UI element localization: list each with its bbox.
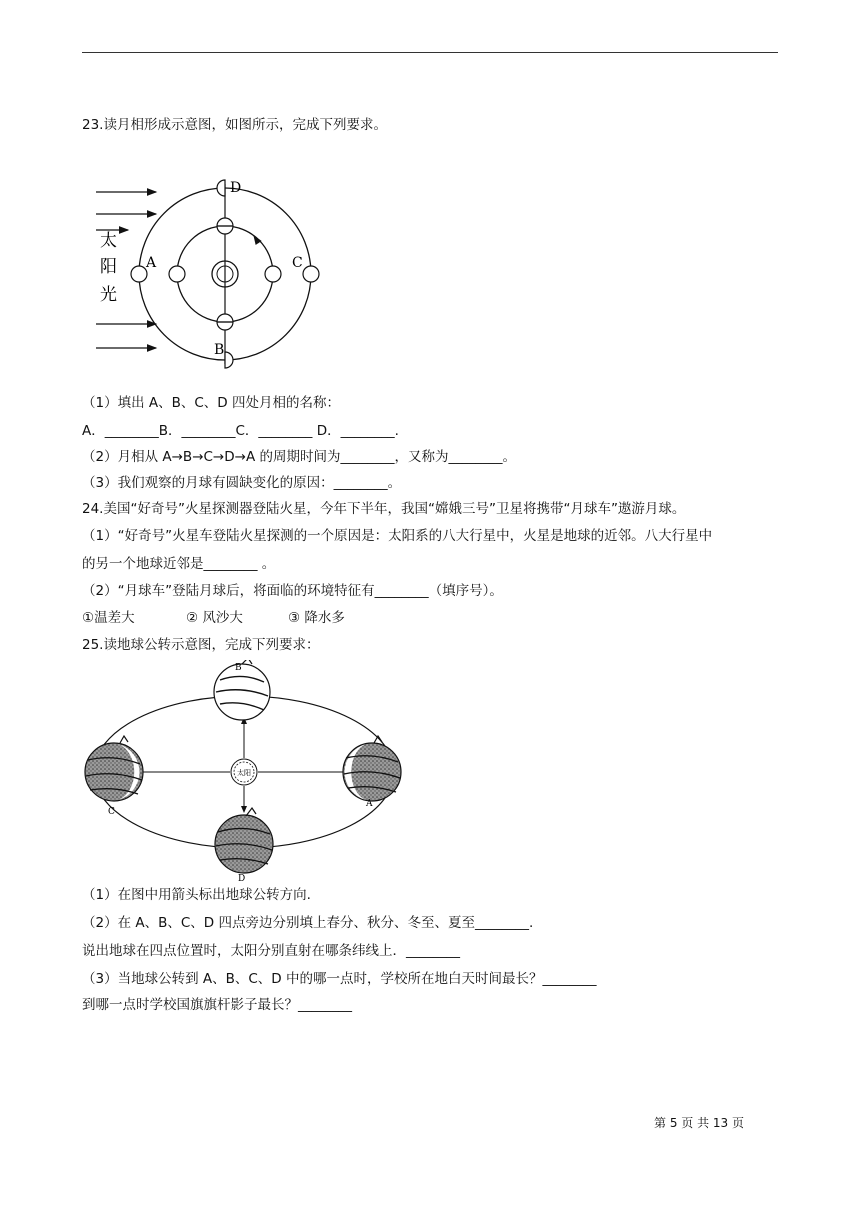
label-B: B: [235, 663, 242, 673]
q25-part2b: 说出地球在四点位置时，太阳分别直射在哪条纬线上．________: [82, 943, 460, 959]
q25-part3b: 到哪一点时学校国旗旗杆影子最长？________: [82, 997, 352, 1013]
earth-D: [215, 808, 273, 873]
sun-label-2: 阳: [100, 257, 117, 277]
earth-A: [343, 736, 401, 801]
q24-option-1: ①温差大: [82, 610, 135, 626]
q23-part3: （3）我们观察的月球有圆缺变化的原因：________。: [82, 475, 402, 491]
q23-part1-blanks: A．________B．________C．________ D．________.: [82, 423, 399, 439]
earth-B: [214, 660, 270, 720]
label-C: C: [292, 255, 303, 271]
label-C: C: [108, 807, 115, 817]
earth-C: [85, 736, 143, 801]
q24-option-3: ③ 降水多: [288, 610, 345, 626]
label-D: D: [238, 874, 246, 882]
q25-title: 25.读地球公转示意图，完成下列要求：: [82, 637, 320, 653]
label-A: A: [366, 799, 373, 809]
q25-part3a: （3）当地球公转到 A、B、C、D 中的哪一点时，学校所在地白天时间最长？________: [82, 971, 597, 987]
q23-part2: （2）月相从 A→B→C→D→A 的周期时间为________，又称为________。: [82, 449, 516, 465]
sun-label: 太阳: [237, 769, 251, 777]
q24-part1a: （1）“好奇号”火星车登陆火星探测的一个原因是：太阳系的八大行星中，火星是地球的近邻。八大行星中: [82, 528, 713, 544]
earth-revolution-diagram: [80, 660, 410, 882]
q24-part1b: 的另一个地球近邻是________ 。: [82, 556, 276, 572]
q23-part1: （1）填出 A、B、C、D 四处月相的名称：: [82, 395, 340, 411]
sun: [231, 759, 257, 785]
header-rule: [82, 52, 778, 53]
sun-label-1: 太: [100, 231, 117, 251]
label-A: A: [146, 255, 157, 271]
moon-phase-diagram: [88, 172, 338, 372]
q24-part2: （2）“月球车”登陆月球后，将面临的环境特征有________（填序号）。: [82, 583, 503, 599]
q25-part2a: （2）在 A、B、C、D 四点旁边分别填上春分、秋分、冬至、夏至________.: [82, 915, 534, 931]
q24-option-2: ② 风沙大: [186, 610, 243, 626]
label-D: D: [230, 180, 242, 196]
page-number: 第 5 页 共 13 页: [654, 1116, 744, 1130]
q23-title: 23.读月相形成示意图，如图所示，完成下列要求。: [82, 117, 387, 133]
q25-part1: （1）在图中用箭头标出地球公转方向.: [82, 887, 311, 903]
label-B: B: [214, 342, 225, 358]
q24-title: 24.美国“好奇号”火星探测器登陆火星，今年下半年，我国“嫦娥三号”卫星将携带“月球车”遨游月球。: [82, 501, 686, 517]
sun-label-3: 光: [100, 285, 117, 305]
